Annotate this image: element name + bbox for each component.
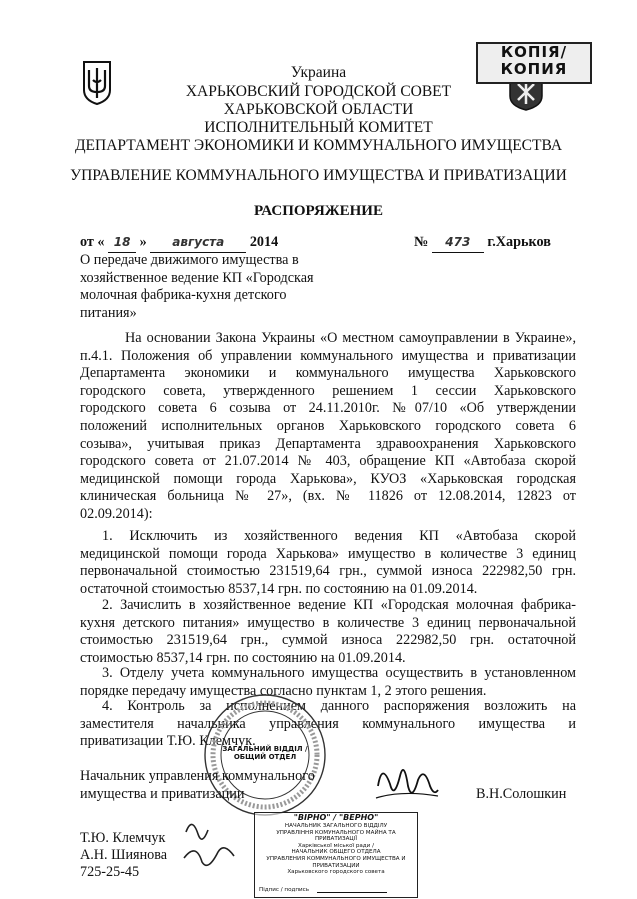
subject (80, 252, 340, 322)
item-2-line: кухня детского питания» имущество в количестве 3 единиц первоначальной (80, 614, 576, 631)
verification-stamp-line: Харківської міської ради / (298, 842, 374, 849)
preamble-line: 02.09.2014): (80, 505, 153, 522)
item-4-line: заместителя начальника управления коммунального имущества и (80, 715, 576, 732)
item-2-line: стоимостью 231519,64 грн., суммой износа 222982,50 грн. остаточной (80, 632, 576, 649)
executor-2: А.Н. Шиянова (80, 847, 168, 863)
date-day: 18 (108, 234, 136, 253)
preamble-line: положений исполнительных органов Харьковского городского совета 6 (80, 417, 576, 434)
subject-line: хозяйственное ведение КП «Городская (80, 269, 314, 286)
verification-stamp-title: "ВІРНО" / "ВЕРНО" (293, 813, 379, 822)
copy-stamp-line2: КОПИЯ (500, 60, 568, 78)
date-year: 2014 (249, 234, 279, 250)
header-committee: ИСПОЛНИТЕЛЬНЫЙ КОМИТЕТ (204, 119, 433, 136)
date-month: августа (150, 234, 246, 253)
number-value: 473 (432, 234, 484, 253)
item-2-line: стоимостью 8537,14 грн. по состоянию на 01.09.2014. (80, 649, 406, 666)
verification-stamp (254, 812, 418, 898)
signer-position-line1: Начальник управления коммунального (80, 768, 315, 784)
header-council: ХАРЬКОВСКИЙ ГОРОДСКОЙ СОВЕТ (185, 83, 452, 100)
document-title: РАСПОРЯЖЕНИЕ (254, 203, 383, 219)
header-department: ДЕПАРТАМЕНТ ЭКОНОМИКИ И КОММУНАЛЬНОГО ИМУЩЕСТВА (74, 137, 563, 154)
preamble-line: медицинской помощи города Харькова», КУОЗ «Харьковская городская (80, 470, 576, 487)
item-1-line: остаточной стоимостью 8537,14 грн. по состоянию на 01.09.2014. (80, 580, 478, 597)
copy-stamp-line1: КОПІЯ/ (500, 43, 568, 61)
item-4-line: приватизации Т.Ю. Клемчук. (80, 733, 256, 750)
item-2-line: 2. Зачислить в хозяйственное ведение КП «Городская молочная фабрика- (102, 597, 576, 613)
verification-stamp-sign-label: Підпис / подпись (259, 887, 310, 894)
header-directorate: УПРАВЛЕНИЕ КОММУНАЛЬНОГО ИМУЩЕСТВА И ПРИВАТИЗАЦИИ (70, 167, 567, 184)
signer-name: В.Н.Солошкин (476, 786, 567, 802)
item-1-line: 1. Исключить из хозяйственного ведения КП «Автобаза скорой (102, 528, 576, 544)
date-line (80, 234, 278, 253)
item-4-line: 4. Контроль за исполнением данного распоряжения возложить на (102, 698, 576, 714)
item-1-line: первоначальной стоимостью 231519,64 грн., суммой износа 222982,50 грн. (80, 563, 576, 580)
handwritten-signature-icon (372, 756, 442, 808)
item-3-line: 3. Отделу учета коммунального имущества осуществить в установленном (102, 665, 576, 681)
number-city: г.Харьков (487, 234, 551, 250)
number-prefix: № (414, 234, 429, 250)
signer-position-line2: имущества и приватизации (80, 786, 245, 802)
preamble-line: городского совета 6 созыва от 24.11.2010г. №07/10 «Об утверждении (80, 400, 576, 417)
executor-phone: 725-25-45 (80, 864, 140, 880)
preamble-line: На основании Закона Украины «О местном самоуправлении в Украине», (125, 330, 576, 346)
preamble-line: клиническая больница № 27», (вх. № 11826 от 12.08.2014, 12823 от (80, 488, 576, 505)
executor-initials-icon (178, 812, 242, 876)
preamble-line: п.4.1. Положения об управлении коммунального имущества и приватизации (80, 347, 576, 364)
header-country: Украина (290, 64, 347, 81)
preamble-line: созыва», учитывая приказ Департамента здравоохранения Харьковского (80, 435, 576, 452)
round-seal-center: ЗАГАЛЬНИЙ ВІДДІЛ / ОБЩИЙ ОТДЕЛ (222, 745, 308, 761)
verification-stamp-line: НАЧАЛЬНИК ОБЩЕГО ОТДЕЛА (291, 849, 381, 856)
verification-stamp-sign-line (317, 892, 387, 893)
verification-stamp-line: Харьковского городского совета (287, 869, 385, 876)
item-2 (80, 597, 576, 667)
subject-line: молочная фабрика-кухня детского (80, 287, 287, 304)
date-mid: » (139, 234, 147, 250)
number-line (414, 234, 551, 253)
subject-line: питания» (80, 304, 137, 321)
preamble-line: городского совета, утвержденного решением 1 сессии Харьковского (80, 382, 576, 399)
verification-stamp-line: УПРАВЛІННЯ КОМУНАЛЬНОГО МАЙНА ТА ПРИВАТИЗАЦІЇ (276, 829, 396, 843)
header-region: ХАРЬКОВСКОЙ ОБЛАСТИ (223, 101, 414, 118)
verification-stamp-line: УПРАВЛЕНИЯ КОММУНАЛЬНОГО ИМУЩЕСТВА И ПРИВАТИЗАЦИИ (266, 855, 406, 869)
subject-line: О передаче движимого имущества в (80, 252, 299, 268)
preamble-line: городского совета от 21.07.2014 № 403, обращение КП «Автобаза скорой (80, 453, 576, 470)
item-1-line: медицинской помощи города Харькова» имущество в количестве 3 единиц (80, 545, 576, 562)
preamble (80, 330, 576, 524)
preamble-line: Департамента экономики и коммунального имущества Харьковского (80, 365, 576, 382)
date-prefix: от « (80, 234, 105, 250)
item-1 (80, 528, 576, 598)
item-3-line: порядке передачу имущества согласно пунктам 1, 2 этого решения. (80, 682, 487, 699)
verification-stamp-line: НАЧАЛЬНИК ЗАГАЛЬНОГО ВІДДІЛУ (284, 823, 388, 829)
executor-1: Т.Ю. Клемчук (80, 830, 166, 846)
